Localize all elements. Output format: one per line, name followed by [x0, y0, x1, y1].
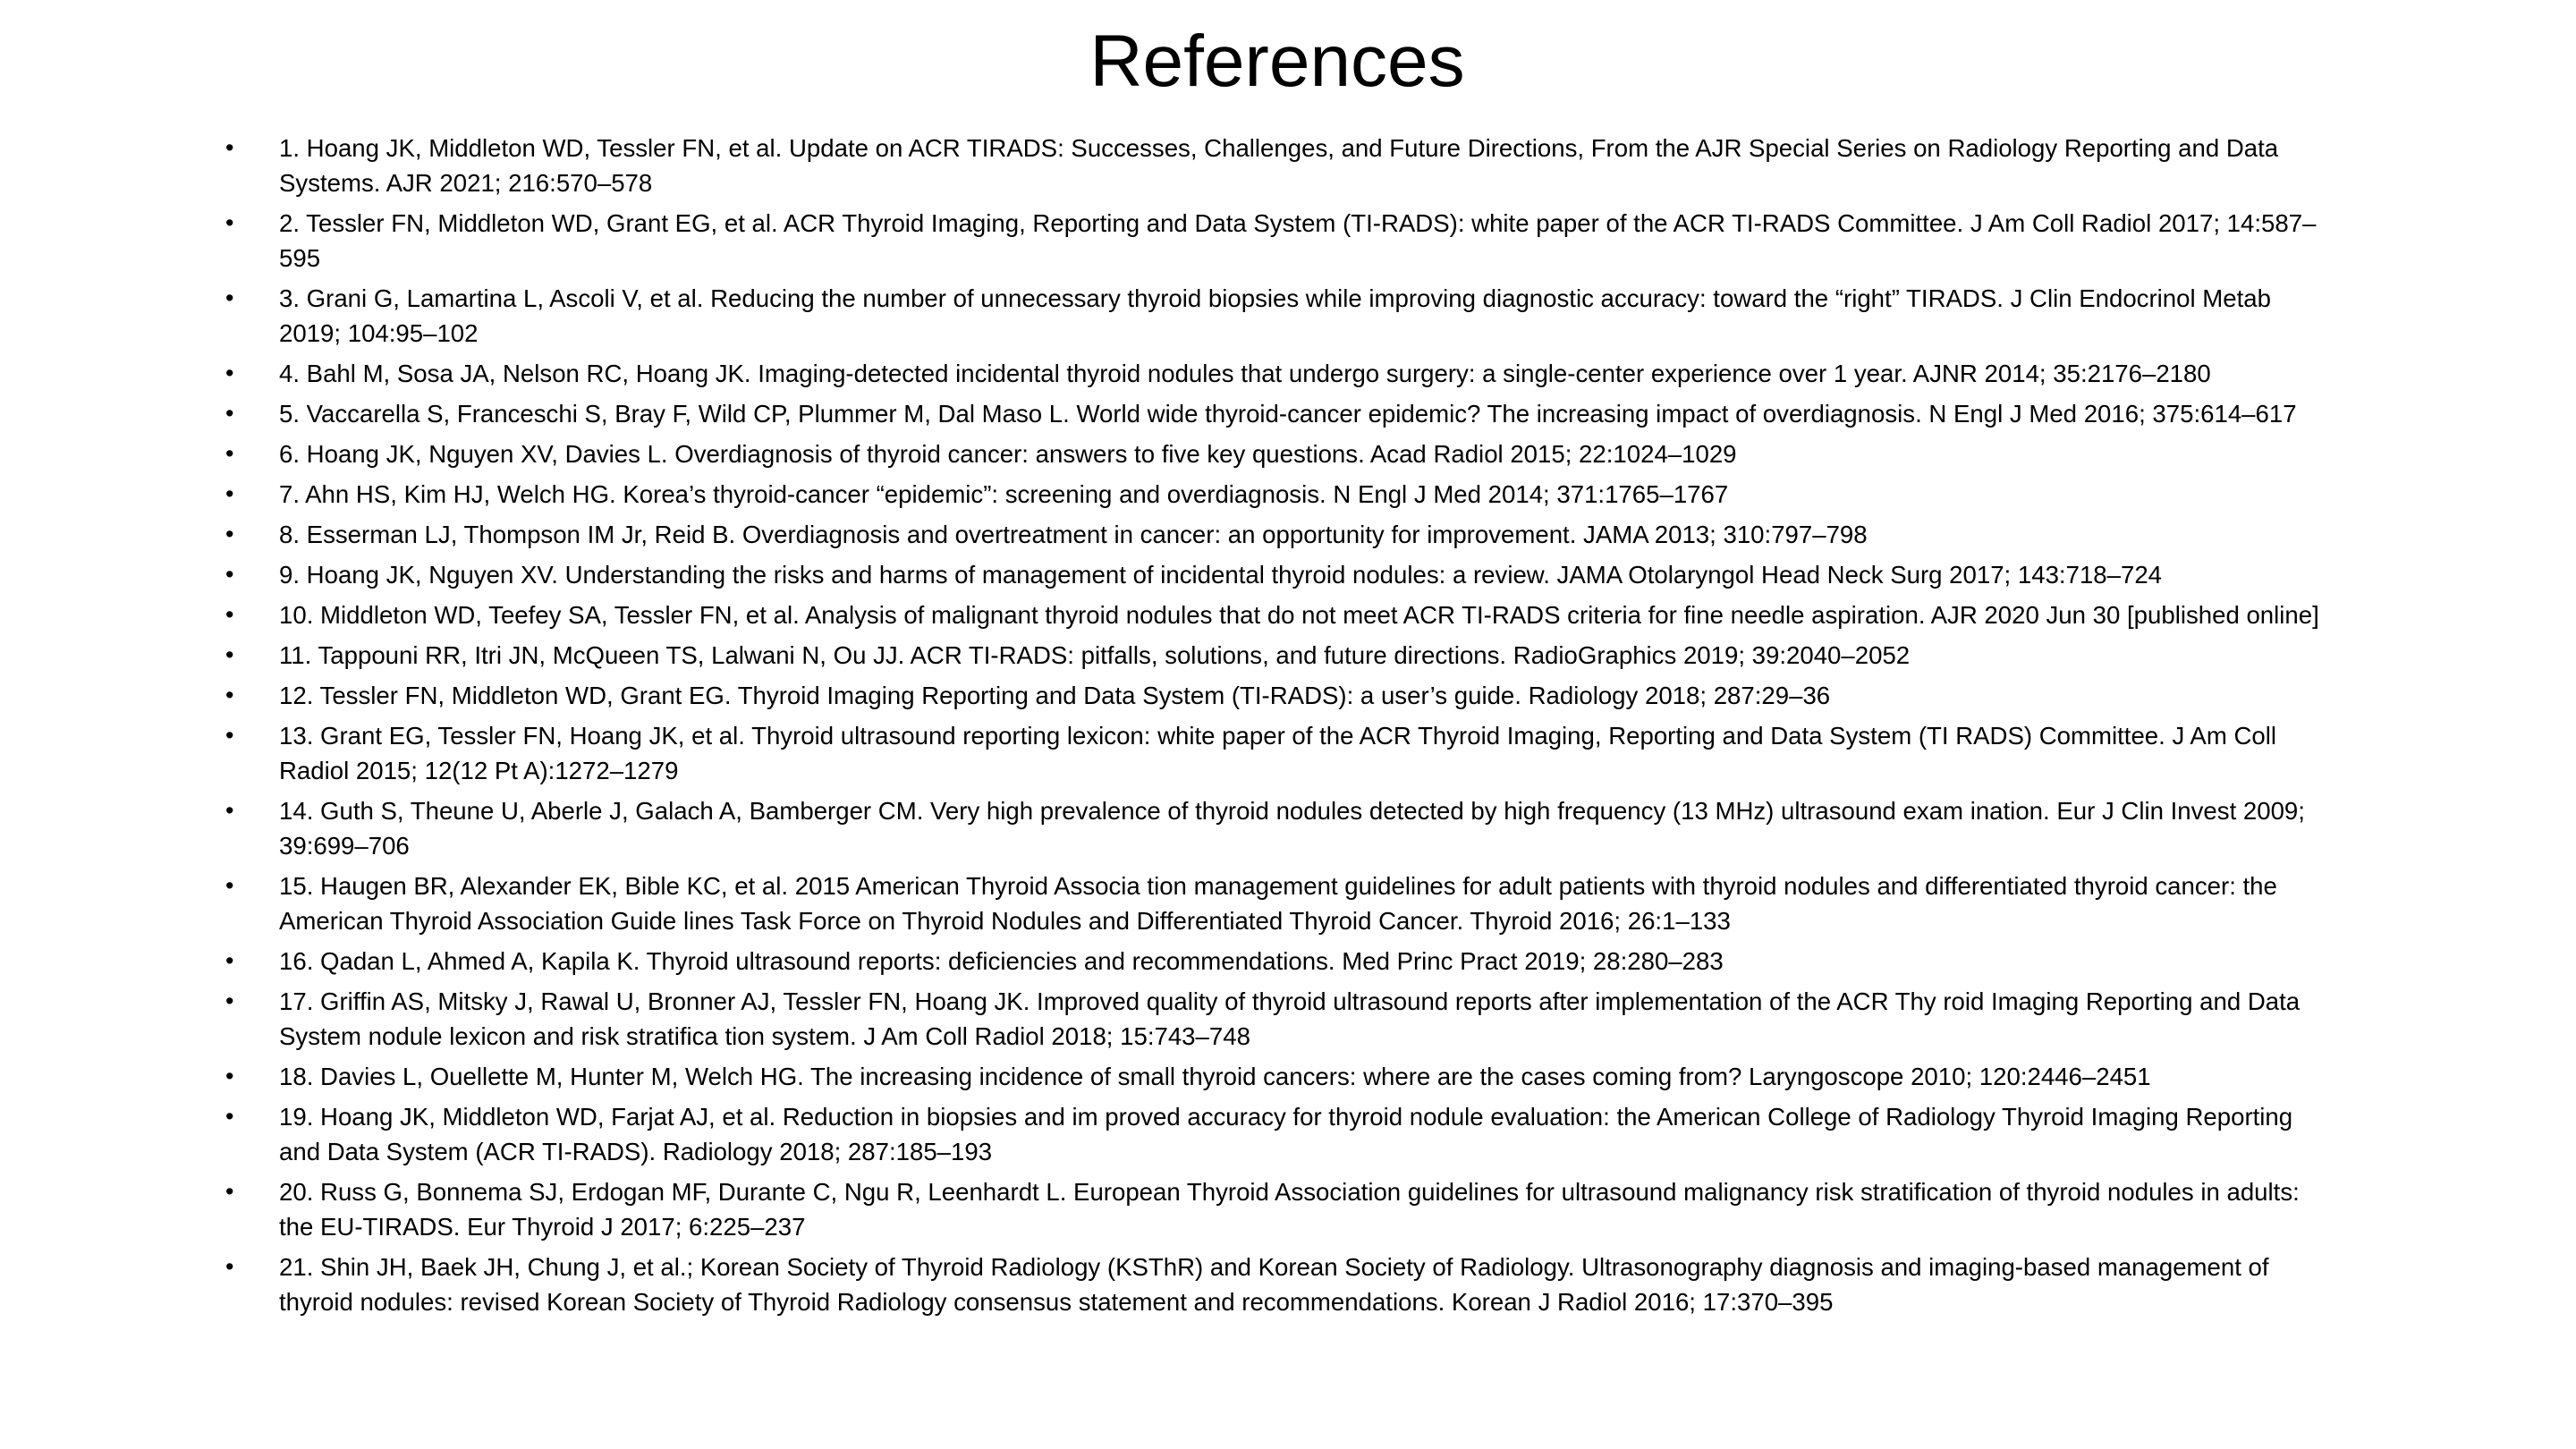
reference-item: • 20. Russ G, Bonnema SJ, Erdogan MF, Durante C, Ngu R, Leenhardt L. European Thyroid Association guidelines for ultrasound malignancy risk stratification of thyroid nodules in adults: the EU-TIRADS. Eur Thyroid J 2017; 6:225–237 [225, 1174, 2324, 1244]
reference-item: • 5. Vaccarella S, Franceschi S, Bray F, Wild CP, Plummer M, Dal Maso L. World wide thyroid-cancer epidemic? The increasing impact of overdiagnosis. N Engl J Med 2016; 375:614–617 [225, 396, 2324, 431]
reference-item: • 6. Hoang JK, Nguyen XV, Davies L. Overdiagnosis of thyroid cancer: answers to five key questions. Acad Radiol 2015; 22:1024–1029 [225, 436, 2324, 471]
slide-title: References [1089, 21, 1465, 102]
reference-item: • 17. Griffin AS, Mitsky J, Rawal U, Bronner AJ, Tessler FN, Hoang JK. Improved quality of thyroid ultrasound reports after implementation of the ACR Thy roid Imaging Reporting and Data System nodule lexicon and risk stratifica tion system. J Am Coll Radiol 2018; 15:743–748 [225, 984, 2324, 1054]
reference-item: • 3. Grani G, Lamartina L, Ascoli V, et al. Reducing the number of unnecessary thyroid biopsies while improving diagnostic accuracy: toward the “right” TIRADS. J Clin Endocrinol Metab 2019; 104:95–102 [225, 281, 2324, 351]
reference-item: • 14. Guth S, Theune U, Aberle J, Galach A, Bamberger CM. Very high prevalence of thyroid nodules detected by high frequency (13 MHz) ultrasound exam ination. Eur J Clin Invest 2009; 39:699–706 [225, 793, 2324, 863]
reference-item: • 9. Hoang JK, Nguyen XV. Understanding the risks and harms of management of incidental thyroid nodules: a review. JAMA Otolaryngol Head Neck Surg 2017; 143:718–724 [225, 557, 2324, 592]
reference-item: • 7. Ahn HS, Kim HJ, Welch HG. Korea’s thyroid-cancer “epidemic”: screening and overdiagnosis. N Engl J Med 2014; 371:1765–1767 [225, 477, 2324, 512]
reference-item: • 16. Qadan L, Ahmed A, Kapila K. Thyroid ultrasound reports: deficiencies and recommendations. Med Princ Pract 2019; 28:280–283 [225, 944, 2324, 979]
reference-item: • 13. Grant EG, Tessler FN, Hoang JK, et al. Thyroid ultrasound reporting lexicon: white paper of the ACR Thyroid Imaging, Reporting and Data System (TI RADS) Committee. J Am Coll Radiol 2015; 12(12 Pt A):1272–1279 [225, 718, 2324, 788]
reference-item: • 4. Bahl M, Sosa JA, Nelson RC, Hoang JK. Imaging-detected incidental thyroid nodules that undergo surgery: a single-center experience over 1 year. AJNR 2014; 35:2176–2180 [225, 356, 2324, 391]
reference-item: • 19. Hoang JK, Middleton WD, Farjat AJ, et al. Reduction in biopsies and im proved accuracy for thyroid nodule evaluation: the American College of Radiology Thyroid Imaging Reporting and Data System (ACR TI-RADS). Radiology 2018; 287:185–193 [225, 1099, 2324, 1169]
reference-item: • 2. Tessler FN, Middleton WD, Grant EG, et al. ACR Thyroid Imaging, Reporting and Data System (TI-RADS): white paper of the ACR TI-RADS Committee. J Am Coll Radiol 2017; 14:587–595 [225, 206, 2324, 275]
reference-list [225, 131, 2324, 1325]
reference-item: • 21. Shin JH, Baek JH, Chung J, et al.; Korean Society of Thyroid Radiology (KSThR) and Korean Society of Radiology. Ultrasonography diagnosis and imaging-based management of thyroid nodules: revised Korean Society of Thyroid Radiology consensus statement and recommendations. Korean J Radiol 2016; 17:370–395 [225, 1250, 2324, 1319]
reference-item: • 12. Tessler FN, Middleton WD, Grant EG. Thyroid Imaging Reporting and Data System (TI-RADS): a user’s guide. Radiology 2018; 287:29–36 [225, 678, 2324, 713]
reference-item: • 15. Haugen BR, Alexander EK, Bible KC, et al. 2015 American Thyroid Associa tion management guidelines for adult patients with thyroid nodules and differentiated thyroid cancer: the American Thyroid Association Guide lines Task Force on Thyroid Nodules and Differentiated Thyroid Cancer. Thyroid 2016; 26:1–133 [225, 869, 2324, 938]
reference-item: • 11. Tappouni RR, Itri JN, McQueen TS, Lalwani N, Ou JJ. ACR TI-RADS: pitfalls, solutions, and future directions. RadioGraphics 2019; 39:2040–2052 [225, 638, 2324, 673]
reference-item: • 18. Davies L, Ouellette M, Hunter M, Welch HG. The increasing incidence of small thyroid cancers: where are the cases coming from? Laryngoscope 2010; 120:2446–2451 [225, 1059, 2324, 1094]
reference-item: • 10. Middleton WD, Teefey SA, Tessler FN, et al. Analysis of malignant thyroid nodules that do not meet ACR TI-RADS criteria for fine needle aspiration. AJR 2020 Jun 30 [published online] [225, 597, 2324, 632]
reference-item: • 1. Hoang JK, Middleton WD, Tessler FN, et al. Update on ACR TIRADS: Successes, Challenges, and Future Directions, From the AJR Special Series on Radiology Reporting and Data Systems. AJR 2021; 216:570–578 [225, 131, 2324, 200]
reference-item: • 8. Esserman LJ, Thompson IM Jr, Reid B. Overdiagnosis and overtreatment in cancer: an opportunity for improvement. JAMA 2013; 310:797–798 [225, 517, 2324, 552]
